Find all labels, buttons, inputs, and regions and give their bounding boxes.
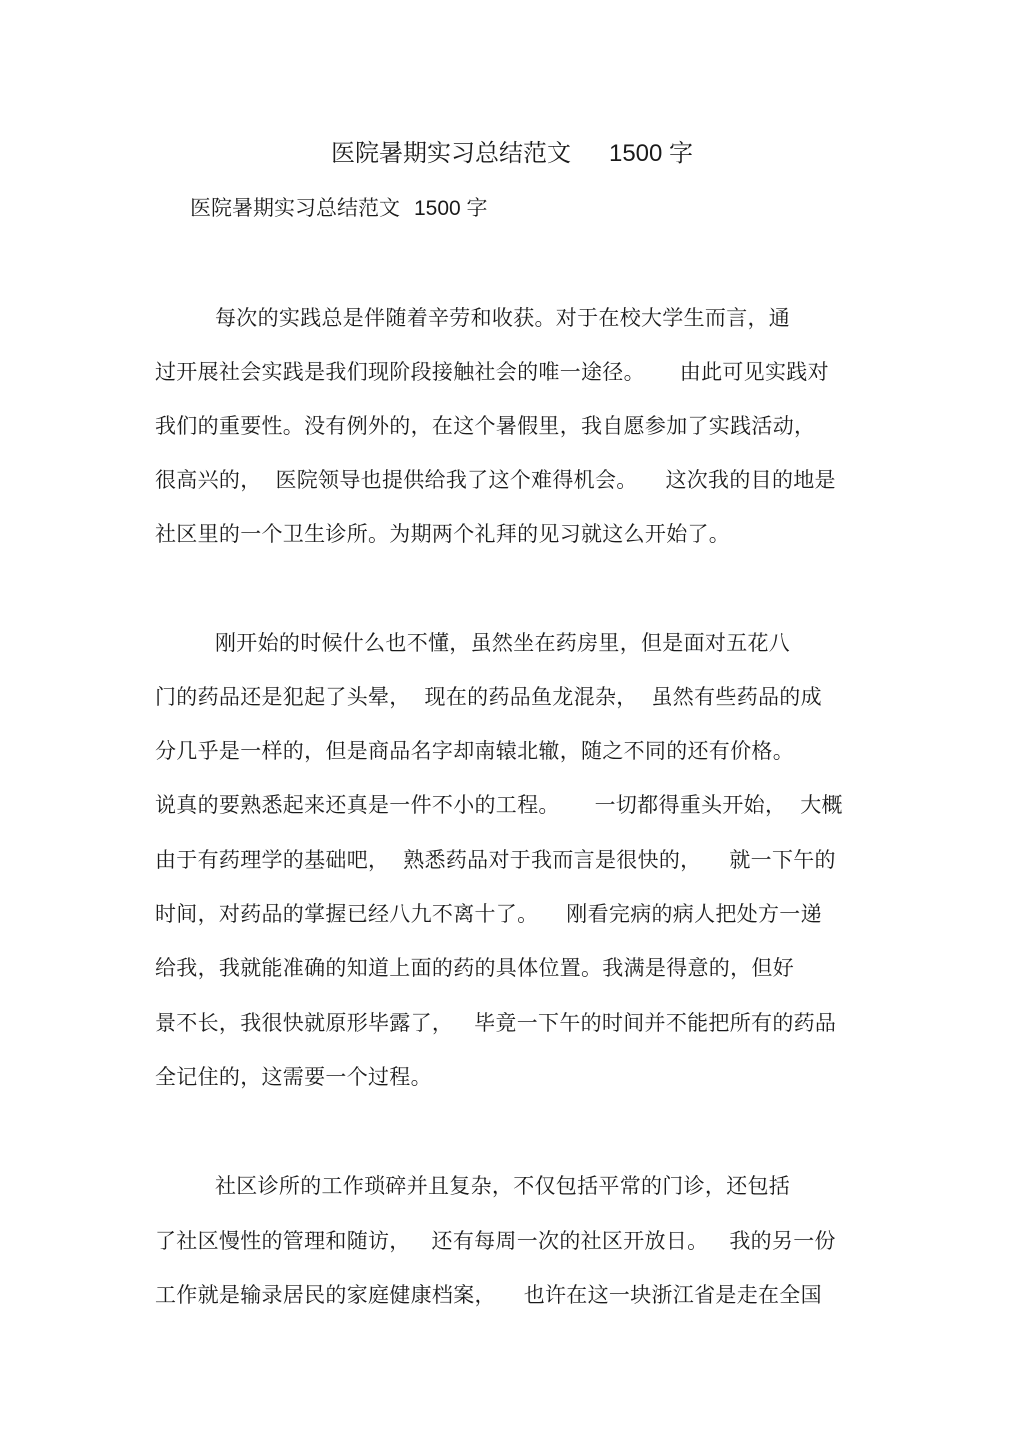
page-subtitle-number: 1500 字 [414, 197, 488, 220]
paragraph-line: 时间，对药品的掌握已经八九不离十了。 刚看完病的病人把处方一递 [155, 902, 822, 926]
paragraph-line: 景不长，我很快就原形毕露了， 毕竟一下午的时间并不能把所有的药品 [155, 1011, 837, 1035]
paragraph-line: 工作就是输录居民的家庭健康档案， 也许在这一块浙江省是走在全国 [155, 1283, 822, 1307]
paragraph-line: 刚开始的时候什么也不懂，虽然坐在药房里，但是面对五花八 [215, 631, 791, 655]
paragraph-line: 很高兴的， 医院领导也提供给我了这个难得机会。 这次我的目的地是 [155, 468, 836, 492]
paragraph-line: 我们的重要性。没有例外的，在这个暑假里，我自愿参加了实践活动， [155, 414, 816, 438]
paragraph-line: 说真的要熟悉起来还真是一件不小的工程。 一切都得重头开始， 大概 [155, 793, 843, 817]
paragraph-line: 由于有药理学的基础吧， 熟悉药品对于我而言是很快的， 就一下午的 [155, 848, 836, 872]
page-title-number: 1500 字 [608, 140, 694, 167]
paragraph-line: 社区诊所的工作琐碎并且复杂，不仅包括平常的门诊，还包括 [215, 1174, 791, 1198]
paragraph-line: 给我，我就能准确的知道上面的药的具体位置。我满是得意的，但好 [155, 956, 794, 980]
paragraph-line: 分几乎是一样的，但是商品名字却南辕北辙，随之不同的还有价格。 [155, 739, 794, 763]
paragraph-line: 过开展社会实践是我们现阶段接触社会的唯一途径。 由此可见实践对 [155, 360, 829, 384]
paragraph-line: 社区里的一个卫生诊所。为期两个礼拜的见习就这么开始了。 [155, 522, 731, 546]
page-subtitle [190, 192, 488, 225]
paragraph-line: 了社区慢性的管理和随访， 还有每周一次的社区开放日。 我的另一份 [155, 1229, 836, 1253]
page-title [0, 136, 1024, 171]
paragraph-line: 全记住的，这需要一个过程。 [155, 1065, 432, 1089]
page-subtitle-text: 医院暑期实习总结范文 [190, 196, 400, 220]
paragraph-line: 每次的实践总是伴随着辛劳和收获。对于在校大学生而言，通 [215, 306, 791, 330]
paragraph-line: 门的药品还是犯起了头晕， 现在的药品鱼龙混杂， 虽然有些药品的成 [155, 685, 822, 709]
page-title-text: 医院暑期实习总结范文 [330, 139, 571, 167]
